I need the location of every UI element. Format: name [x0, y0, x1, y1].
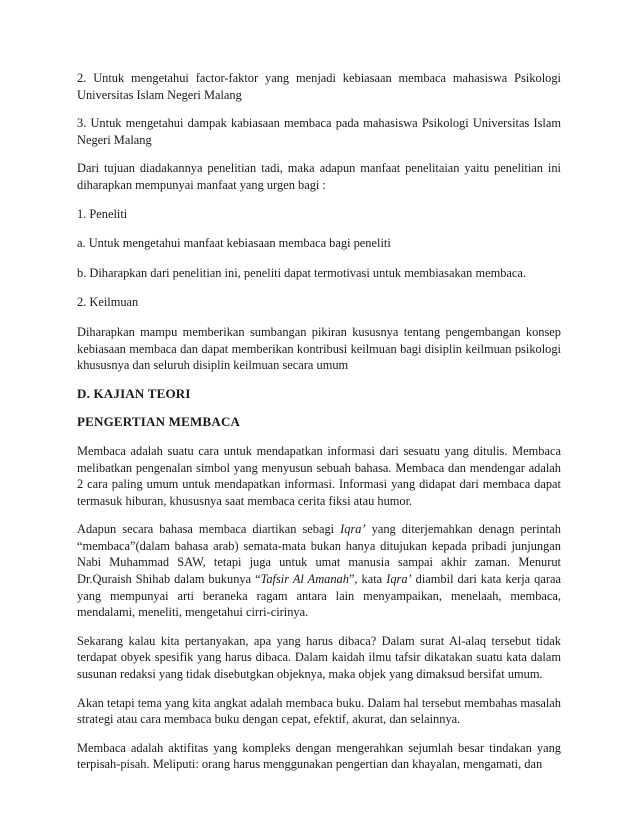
text-run: Adapun secara bahasa membaca diartikan sebagi: [77, 522, 341, 537]
paragraph-objective-2: 2. Untuk mengetahui factor-faktor yang menjadi kebiasaan membaca mahasiswa Psikologi Universitas Islam Negeri Malang: [77, 71, 561, 102]
section-heading-pengertian-membaca: PENGERTIAN MEMBACA: [77, 414, 241, 430]
list-item-a: a. Untuk mengetahui manfaat kebiasaan membaca bagi peneliti: [77, 236, 391, 251]
paragraph-definition: Membaca adalah suatu cara untuk mendapatkan informasi dari sesuatu yang ditulis. Membaca melibatkan pengenalan simbol yang menyusun sebuah bahasa. Membaca dan mendengar adalah 2 cara paling umum untuk mendapatkan informasi. Informasi yang didapat dari membaca dapat termasuk hiburan, khususnya saat membaca cerita fiksi atau humor.: [77, 443, 561, 508]
text-run: diambil dari kata kerja qaraa yang mempunyai arti beraneka ragam antara lain menyampaikan, menelaah, membaca, mendalami, meneliti, mengetahui cirri-cirinya.: [77, 572, 561, 620]
paragraph-keilmuan: Diharapkan mampu memberikan sumbangan pikiran kususnya tentang pengembangan konsep kebiasaan membaca dan dapat memberikan kontribusi keilmuan bagi disiplin keilmuan psikologi khususnya dan seluruh disiplin keilmuan secara umum: [77, 324, 561, 373]
paragraph-complex-activity: Membaca adalah aktifitas yang kompleks dengan mengerahkan sejumlah besar tindakan yang terpisah-pisah. Meliputi: orang harus menggunakan pengertian dan khayalan, mengamati, dan: [77, 740, 561, 772]
list-item-keilmuan: 2. Keilmuan: [77, 295, 139, 310]
paragraph-al-alaq: Sekarang kalau kita pertanyakan, apa yang harus dibaca? Dalam surat Al-alaq tersebut tidak terdapat obyek spesifik yang harus dibaca. Dalam kaidah ilmu tafsir dikatakan suatu kata dalam susunan redaksi yang tidak disebutgkan objeknya, maka objek yang dimaksud bersifat umum.: [77, 633, 561, 682]
section-heading-kajian-teori: D. KAJIAN TEORI: [77, 385, 191, 401]
document-page: [77, 70, 561, 785]
list-item-peneliti: 1. Peneliti: [77, 206, 128, 221]
text-run: ”, kata: [348, 572, 387, 587]
paragraph-benefits-intro: Dari tujuan diadakannya penelitian tadi, maka adapun manfaat penelitaian yaitu penelitian ini diharapkan mempunyai manfaat yang urgen bagi :: [77, 161, 561, 192]
italic-book-title: Tafsir Al Amanah: [260, 572, 349, 587]
paragraph-reading-books: Akan tetapi tema yang kita angkat adalah membaca buku. Dalam hal tersebut membahas masalah strategi atau cara membaca buku dengan cepat, efektif, akurat, dan selainnya.: [77, 695, 561, 727]
italic-term-iqra: Iqra’: [386, 572, 412, 587]
text-run: yang diterjemahkan denagn perintah “membaca”(dalam bahasa arab) semata-mata bukan hanya ditujukan kepada pribadi junjungan Nabi Muhammad SAW, tetapi juga untuk umat manusia sampai akhir zaman. Menurut Dr.Quraish Shihab dalam bukunya “: [77, 522, 561, 587]
list-item-b: b. Diharapkan dari penelitian ini, peneliti dapat termotivasi untuk membiasakan membaca.: [77, 265, 527, 280]
paragraph-objective-3: 3. Untuk mengetahui dampak kabiasaan membaca pada mahasiswa Psikologi Universitas Islam Negeri Malang: [77, 116, 561, 147]
italic-term-iqra: Iqra’: [340, 522, 366, 537]
paragraph-iqra: [77, 521, 561, 621]
